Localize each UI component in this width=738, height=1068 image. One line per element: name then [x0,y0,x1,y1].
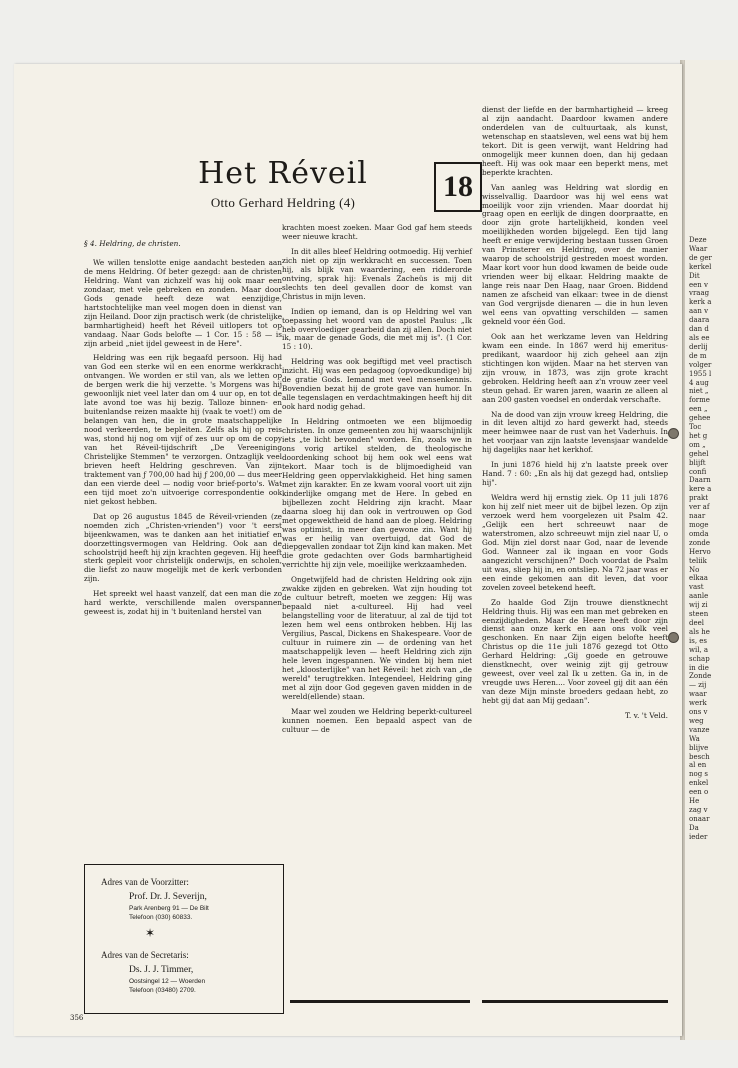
binding-hole-icon [668,428,679,439]
paragraph: Van aanleg was Heldring wat slordig en wisselvallig. Daardoor was hij wel eens wat moeilijk voor zijn vrienden. Maar doordat hij graag open en eerlijk de dingen doorpraatte, en door zijn grote hartelijkheid, konden veel moeilijkheden worden bijgelegd. Een tijd lang heeft er enige verwijdering bestaan tussen Groen van Prinsterer en Heldring, over de manier waarop de schoolstrijd gestreden moest worden. Maar kort voor hun dood kwamen de beide oude vrienden weer bij elkaar. Heldring maakte de lange reis naar Den Haag, naar Groen. Biddend namen ze afscheid van elkaar: twee in de dienst van God vergrijsde dienaren — die in hun leven wel eens van opvatting verschilden — samen gekneld voor één God. [482,182,668,326]
column-middle [282,224,472,741]
article-subtitle: Otto Gerhard Heldring (4) [210,195,356,210]
paragraph: We willen tenslotte enige aandacht besteden aan de mens Heldring. Of beter gezegd: aan de christen Heldring. Want van zichzelf was hij ook maar een zondaar, met vele gebreken en zonden. Maar door Gods genade heeft deze wat eenzijdige, hartstochtelijke man veel mogen doen in dienst van zijn Heiland. Door zijn practisch werk (de christelijke barmhartigheid) heeft het Réveil uitlopers tot op vandaag. Naar Gods belofte — 1 Cor. 15 : 58 — is zijn arbeid „niet ijdel geweest in de Here". [84,257,283,348]
chair-phone: Telefoon (030) 60833. [129,914,193,921]
secretary-street: Oostsingel 12 — Woerden [129,978,206,985]
issue-number-box: 18 [434,162,482,212]
paragraph: In dit alles bleef Heldring ootmoedig. Hij verhief zich niet op zijn werkkracht en successen. Toen hij, als blijk van waardering, een ridderorde ontving, sprak hij: Evenals Zacheüs is mij dit slechts ten deel gevallen door de komst van Christus in mijn leven. [282,246,472,301]
paragraph: Indien op iemand, dan is op Heldring wel van toepassing het woord van de apostel Paulus: „Ik heb overvloediger gearbeid dan zij allen. Doch niet ik, maar de genade Gods, die met mij is". (1 Cor. 15 : 10). [282,306,472,352]
chair-label: Adres van de Voorzitter: [101,877,189,887]
secretary-label: Adres van de Secretaris: [101,950,189,960]
paragraph: Heldring was een rijk begaafd persoon. Hij had van God een sterke wil en een enorme werkkracht ontvangen. We worden er stil van, als we letten op de bergen werk die hij verzette. 's Morgens was hij gewoonlijk niet veel later dan om 4 uur op, en tot de late avond toe was hij bezig. Talloze binnen- en buitenlandse reizen maakte hij (vaak te voet!) om de belangen van hen, die in grote maatschappelijke nood verkeerden, te bepleiten. Zelfs als hij op reis was, stond hij nog om vijf of zes uur op om de copy van het Réveil-tijdschrift „De Vereeniging Christelijke Stemmen" te verzorgen. Ontzaglijk veel brieven heeft Heldring geschreven. Van zijn traktement van ƒ 700,00 had hij ƒ 200,00 — dus meer dan een vierde deel — nodig voor brief-porto's. Wat een tijd moet zo'n uitvoerige correspondentie ook niet gekost hebben. [84,353,282,506]
paragraph: Dat op 26 augustus 1845 de Réveil-vrienden (ze noemden zich „Christen-vrienden") voor 't eerst bijeenkwamen, was te danken aan het initiatief en doorzettingsvermogen van Heldring. Ook aan de schoolstrijd heeft hij zijn krachten gegeven. Hij heeft sterk gepleit voor christelijk onderwijs, en scholen, die liefst zo nauw mogelijk met de kerk verbonden zijn. [84,511,282,584]
paragraph: Maar wel zouden we Heldring beperkt-cultureel kunnen noemen. Een bepaald aspect van de cultuur — de [282,706,472,734]
chair-name: Prof. Dr. J. Severijn, [129,892,207,902]
star-ornament-icon: ✶ [145,926,156,940]
document-page [14,64,682,1036]
paragraph: Na de dood van zijn vrouw kreeg Heldring, die in dit leven altijd zo hard gewerkt had, steeds meer heimwee naar de rust van het Vaderhuis. In het voorjaar van zijn laatste levensjaar wandelde hij dagelijks naar het kerkhof. [482,409,668,455]
paragraph: In juni 1876 hield hij z'n laatste preek over Hand. 7 : 60: „En als hij dat gezegd had, ontsliep hij". [482,460,668,488]
chair-street: Park Arenberg 91 — De Bilt [129,905,209,912]
paragraph: Ongetwijfeld had de christen Heldring ook zijn zwakke zijden en gebreken. Wat zijn houding tot de cultuur betreft, moeten we zeggen: Hij was bepaald niet a-cultureel. Hij had veel belangstelling voor de literatuur, al zal de tijd tot lezen hem wel eens ontbroken hebben. Hij las Vergilius, Pascal, Dickens en Shakespeare. Voor de cultuur in ruimere zin — de ordening van het maatschappelijk leven — heeft Heldring zich zijn hele leven ingespannen. We vinden bij hem niet het „kloosterlijke" van het Réveil: het zich van „de wereld" terugtrekken. Integendeel, Heldring ging met al zijn door God gegeven gaven midden in de wereld(ellende) staan. [282,575,472,701]
paragraph: krachten moest zoeken. Maar God gaf hem steeds weer nieuwe kracht. [282,223,472,241]
paragraph: Heldring was ook begiftigd met veel practisch inzicht. Hij was een pedagoog (opvoedkundige) bij de gratie Gods. Iemand met veel mensenkennis. Bovendien bezat hij de grote gave van humor. In alle tegenslagen en verdachtmakingen heeft hij dit ook hard nodig gehad. [282,357,472,412]
adjacent-page [684,60,738,1040]
address-box [84,864,284,1014]
paragraph: Zo haalde God Zijn trouwe dienstknecht Heldring thuis. Hij was een man met gebreken en eenzijdigheden. Maar de Heere heeft door zijn dienst aan onze kerk en aan ons volk veel geschonken. En naar Zijn eigen belofte heeft Christus op die 11e juli 1876 gezegd tot Otto Gerhard Heldring: „Gij goede en getrouwe dienstknecht, over weinig zijt gij getrouw geweest, over veel zal Ik u zetten. Ga in, in de vreugde uws Heren.... Voor zoveel gij dit aan één van deze Mijn minste broeders gedaan hebt, zo hebt gij dat aan Mij gedaan". [482,597,668,706]
page-number: 356 [70,1014,84,1022]
paragraph: dienst der liefde en der barmhartigheid — kreeg al zijn aandacht. Daardoor kwamen andere onderdelen van de cultuurtaak, als kunst, wetenschap en staatsleven, wel eens wat bij hem tekort. Dit is geen verwijt, want Heldring had onmogelijk meer kunnen doen, dan hij gedaan heeft. Hij was ook maar een beperkt mens, met beperkte krachten. [482,105,668,177]
section-heading: § 4. Heldring, de christen. [84,239,181,248]
column-right [482,106,668,727]
paragraph: In Heldring ontmoeten we een blijmoedig christen. In onze gemeenten zou hij waarschijnlijk iets „te licht bevonden" worden. En, zoals we in ons vorig artikel stelden, de theologische doordenking schoot bij hem ook wel eens wat tekort. Maar toch is de blijmoedigheid van Heldring geen oppervlakkigheid. Het hing samen met zijn karakter. En ze kwam vooral voort uit zijn kinderlijke omgang met de Here. In gebed en bijbellezen zocht Heldring zijn kracht. Maar daarna sloeg hij dan ook in vertrouwen op God met opgewektheid de hand aan de ploeg. Heldring was optimist, in meer dan gewone zin. Want hij was er heilig van overtuigd, dat God de diepgevallen zondaar tot Zijn kind kan maken. Met die grote gedachten over Gods barmhartigheid verrichtte hij zijn vele, moeilijke werkzaamheden. [282,417,472,570]
adjacent-page-text: Deze Waar de ger kerkel Dit een v vraag kerk a aan v daara dan d als ee derlij de m volger 1955 l 4 aug niet „ forme een „ gehee Toc het g om „ gehel blijft confi Daarn kere a prakt ver af naar moge omda zonde Hervo teliik No elkaa vast aanle wij zi steen deel als he is, es wil, a schap in die Zonde — zij waar werk ons v weg vanze Wa blijve besch al en nog s enkel een o He zag v onaar Da ieder [689,236,712,841]
paragraph: Ook aan het werkzame leven van Heldring kwam een einde. In 1867 werd hij emeritus-predikant, waardoor hij zich geheel aan zijn stichtingen kon wijden. Maar na het sterven van zijn vrouw, in 1873, was zijn grote kracht gebroken. Heldring heeft aan z'n vrouw zeer veel steun gehad. Er waren jaren, waarin ze alleen al aan 200 gasten voedsel en onderdak verschafte. [482,331,668,404]
secretary-phone: Telefoon (03480) 2709. [129,987,196,994]
paragraph: Weldra werd hij ernstig ziek. Op 11 juli 1876 kon hij zelf niet meer uit de bijbel lezen. Op zijn verzoek werd hem voorgelezen uit Psalm 42. „Gelijk een hert schreeuwt naar de waterstromen, alzo schreeuwt mijn ziel naar U, o God. Mijn ziel dorst naar God, naar de levende God. Wanneer zal ik ingaan en voor Gods aangezicht verschijnen?" Doch voordat de Psalm uit was, sliep hij in, en ontsliep. Na 72 jaar was er een einde gekomen aan dit leven, dat voor zovelen zoveel betekend heeft. [482,493,668,592]
bottom-rule-middle [290,1000,470,1003]
bottom-rule-right [482,1000,668,1003]
article-title: Het Réveil [198,156,368,191]
article-header [148,156,418,211]
paragraph: Het spreekt wel haast vanzelf, dat een man die zo hard werkte, verschillende malen overspannen geweest is, zodat hij in 't buitenland herstel van [84,589,282,617]
column-left [84,240,282,623]
secretary-name: Ds. J. J. Timmer, [129,965,194,975]
author-signature: T. v. 't Veld. [625,711,668,721]
binding-hole-icon [668,632,679,643]
